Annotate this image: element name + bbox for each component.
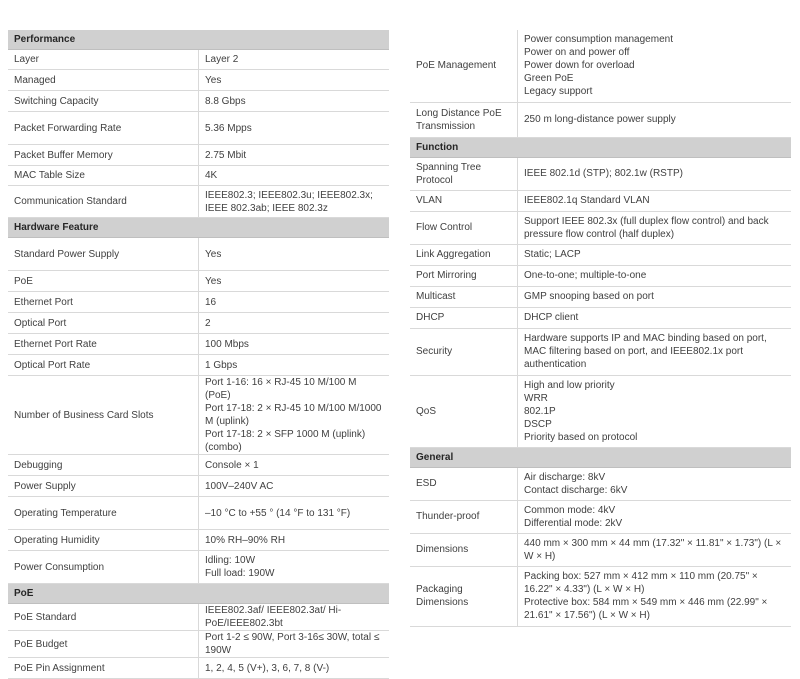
spec-row	[410, 190, 791, 211]
spec-row	[8, 551, 389, 584]
spec-row	[8, 313, 389, 334]
spec-row	[8, 50, 389, 70]
spec-value: 1 Gbps	[199, 355, 390, 376]
spec-row	[410, 500, 791, 533]
spec-value: Yes	[199, 271, 390, 292]
spec-label: PoE Standard	[8, 604, 199, 631]
spec-value: IEEE 802.1d (STP); 802.1w (RSTP)	[518, 157, 792, 190]
section-title: PoE	[8, 584, 389, 604]
section-title: Function	[410, 137, 791, 157]
spec-value: 1, 2, 4, 5 (V+), 3, 6, 7, 8 (V-)	[199, 658, 390, 679]
spec-value: 100V–240V AC	[199, 476, 390, 497]
spec-row	[8, 238, 389, 271]
spec-label: Switching Capacity	[8, 91, 199, 112]
spec-row	[8, 530, 389, 551]
spec-label: Spanning Tree Protocol	[410, 157, 518, 190]
spec-label: Packet Forwarding Rate	[8, 112, 199, 145]
spec-label: Packet Buffer Memory	[8, 145, 199, 166]
section-header	[410, 447, 791, 467]
spec-value: GMP snooping based on port	[518, 286, 792, 307]
spec-row	[8, 376, 389, 455]
spec-row	[8, 112, 389, 145]
spec-row	[8, 292, 389, 313]
spec-label: Optical Port	[8, 313, 199, 334]
spec-row	[8, 476, 389, 497]
spec-row	[410, 533, 791, 566]
spec-row	[8, 186, 389, 218]
spec-label: PoE Management	[410, 30, 518, 102]
spec-label: ESD	[410, 467, 518, 500]
spec-row	[8, 334, 389, 355]
spec-label: Number of Business Card Slots	[8, 376, 199, 455]
spec-value: Support IEEE 802.3x (full duplex flow control) and back pressure flow control (half duplex)	[518, 211, 792, 244]
spec-label: Standard Power Supply	[8, 238, 199, 271]
spec-value: 2.75 Mbit	[199, 145, 390, 166]
spec-label: DHCP	[410, 307, 518, 328]
spec-row	[8, 70, 389, 91]
spec-row	[8, 166, 389, 186]
spec-row	[410, 265, 791, 286]
spec-value: Power consumption management Power on and power off Power down for overload Green PoE Legacy support	[518, 30, 792, 102]
spec-label: Flow Control	[410, 211, 518, 244]
spec-value: 5.36 Mpps	[199, 112, 390, 145]
spec-value: IEEE802.3af/ IEEE802.3at/ Hi-PoE/IEEE802.3bt	[199, 604, 390, 631]
spec-value: 10% RH–90% RH	[199, 530, 390, 551]
spec-row	[410, 307, 791, 328]
spec-value: 4K	[199, 166, 390, 186]
spec-value: 100 Mbps	[199, 334, 390, 355]
spec-row	[8, 631, 389, 658]
spec-label: Ethernet Port Rate	[8, 334, 199, 355]
spec-label: PoE Budget	[8, 631, 199, 658]
spec-value: IEEE802.1q Standard VLAN	[518, 190, 792, 211]
spec-value: 16	[199, 292, 390, 313]
spec-label: Operating Temperature	[8, 497, 199, 530]
spec-value: One-to-one; multiple-to-one	[518, 265, 792, 286]
spec-row	[410, 211, 791, 244]
spec-label: Power Consumption	[8, 551, 199, 584]
spec-row	[410, 328, 791, 375]
section-header	[8, 218, 389, 238]
spec-label: Thunder-proof	[410, 500, 518, 533]
spec-value: Idling: 10W Full load: 190W	[199, 551, 390, 584]
spec-label: Ethernet Port	[8, 292, 199, 313]
section-title: Performance	[8, 30, 389, 50]
spec-table-right	[410, 30, 791, 627]
spec-value: High and low priority WRR 802.1P DSCP Priority based on protocol	[518, 375, 792, 447]
spec-label: Dimensions	[410, 533, 518, 566]
spec-row	[410, 286, 791, 307]
spec-row	[410, 467, 791, 500]
spec-row	[410, 375, 791, 447]
spec-label: QoS	[410, 375, 518, 447]
spec-row	[8, 145, 389, 166]
spec-value: DHCP client	[518, 307, 792, 328]
section-title: General	[410, 447, 791, 467]
spec-label: Multicast	[410, 286, 518, 307]
spec-value: –10 °C to +55 ° (14 °F to 131 °F)	[199, 497, 390, 530]
spec-value: Layer 2	[199, 50, 390, 70]
spec-row	[8, 271, 389, 292]
spec-value: IEEE802.3; IEEE802.3u; IEEE802.3x; IEEE 802.3ab; IEEE 802.3z	[199, 186, 390, 218]
spec-label: Optical Port Rate	[8, 355, 199, 376]
spec-label: Security	[410, 328, 518, 375]
spec-label: Long Distance PoE Transmission	[410, 102, 518, 137]
spec-value: Port 1-2 ≤ 90W, Port 3-16≤ 30W, total ≤ 190W	[199, 631, 390, 658]
spec-row	[8, 658, 389, 679]
spec-label: PoE Pin Assignment	[8, 658, 199, 679]
spec-value: Port 1-16: 16 × RJ-45 10 M/100 M (PoE) Port 17-18: 2 × RJ-45 10 M/100 M/1000 M (uplink) Port 17-18: 2 × SFP 1000 M (uplink) (combo)	[199, 376, 390, 455]
spec-label: MAC Table Size	[8, 166, 199, 186]
spec-label: VLAN	[410, 190, 518, 211]
spec-value: Yes	[199, 238, 390, 271]
spec-label: Packaging Dimensions	[410, 566, 518, 626]
spec-value: 8.8 Gbps	[199, 91, 390, 112]
spec-row	[410, 157, 791, 190]
spec-row	[410, 30, 791, 102]
spec-label: Operating Humidity	[8, 530, 199, 551]
spec-label: Debugging	[8, 455, 199, 476]
spec-value: Static; LACP	[518, 244, 792, 265]
spec-label: Communication Standard	[8, 186, 199, 218]
spec-label: Layer	[8, 50, 199, 70]
section-title: Hardware Feature	[8, 218, 389, 238]
spec-label: Managed	[8, 70, 199, 91]
spec-label: Power Supply	[8, 476, 199, 497]
spec-row	[8, 91, 389, 112]
spec-row	[8, 355, 389, 376]
spec-value: Common mode: 4kV Differential mode: 2kV	[518, 500, 792, 533]
spec-row	[8, 455, 389, 476]
spec-value: Console × 1	[199, 455, 390, 476]
spec-row	[8, 604, 389, 631]
spec-row	[410, 102, 791, 137]
spec-table-left	[8, 30, 389, 679]
spec-value: Hardware supports IP and MAC binding based on port, MAC filtering based on port, and IEEE802.1x port authentication	[518, 328, 792, 375]
spec-value: Yes	[199, 70, 390, 91]
spec-row	[410, 244, 791, 265]
section-header	[8, 584, 389, 604]
spec-label: Port Mirroring	[410, 265, 518, 286]
spec-value: Packing box: 527 mm × 412 mm × 110 mm (20.75" × 16.22" × 4.33") (L × W × H) Protective box: 584 mm × 549 mm × 446 mm (22.99" × 21.61" × 17.56") (L × W × H)	[518, 566, 792, 626]
section-header	[8, 30, 389, 50]
spec-value: 2	[199, 313, 390, 334]
spec-label: Link Aggregation	[410, 244, 518, 265]
spec-row	[8, 497, 389, 530]
spec-value: 250 m long-distance power supply	[518, 102, 792, 137]
spec-value: Air discharge: 8kV Contact discharge: 6kV	[518, 467, 792, 500]
spec-value: 440 mm × 300 mm × 44 mm (17.32" × 11.81" × 1.73") (L × W × H)	[518, 533, 792, 566]
section-header	[410, 137, 791, 157]
spec-row	[410, 566, 791, 626]
spec-label: PoE	[8, 271, 199, 292]
